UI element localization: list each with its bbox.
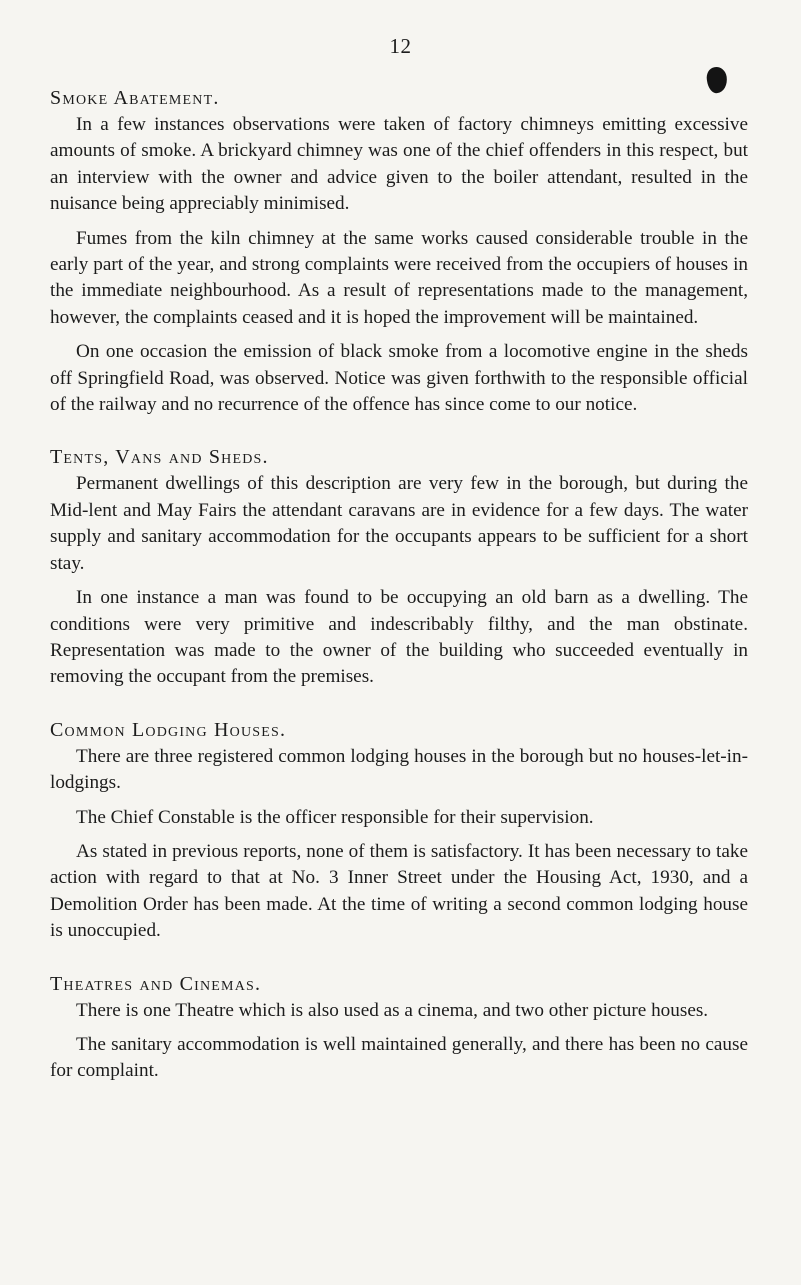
paragraph: There is one Theatre which is also used as a cinema, and two other picture houses. xyxy=(76,999,709,1021)
paragraph: Permanent dwellings of this description are very few in the borough, but during the Mid-lent and May Fairs the attendant caravans are in evidence for a few days. The water supply and sanitary accommodation for the occupants appears to be sufficient for a short stay. xyxy=(50,473,748,574)
page-number: 12 xyxy=(389,34,412,58)
paragraph: As stated in previous reports, none of them is satisfactory. It has been necessary to take action with regard to that at No. 3 Inner Street under the Housing Act, 1930, and a Demolition Order has been made. At the time of writing a second common lodging house is unoccupied. xyxy=(50,840,748,942)
section-tents-vans-sheds xyxy=(50,443,748,690)
paragraph: In one instance a man was found to be occupying an old barn as a dwelling. The conditions were very primitive and indescribably filthy, and the man obstinate. Representation was made to the owner of the building who succeeded eventually in removing the occupant from the premises. xyxy=(50,587,748,688)
paragraph: Fumes from the kiln chimney at the same works caused considerable trouble in the early part of the year, and strong complaints were received from the occupiers of houses in the immediate neighbourhood. As a result of representations made to the management, however, the complaints ceased and it is hoped the improvement will be maintained. xyxy=(50,227,748,328)
paragraph: On one occasion the emission of black smoke from a locomotive engine in the sheds off Springfield Road, was observed. Notice was given forthwith to the responsible official of the railway and no recurrence of the offence has since come to our notice. xyxy=(50,341,748,416)
paragraph: In a few instances observations were taken of factory chimneys emitting excessive amounts of smoke. A brickyard chimney was one of the chief offenders in this respect, but an interview with the owner and advice given to the boiler attendant, resulted in the nuisance being appreciably minimised. xyxy=(50,114,748,215)
paragraph: There are three registered common lodging houses in the borough but no houses-let-in-lodgings. xyxy=(50,745,748,794)
paragraph: The sanitary accommodation is well maintained generally, and there has been no cause for complaint. xyxy=(50,1033,748,1082)
section-smoke-abatement xyxy=(50,84,748,418)
section-theatres-cinemas xyxy=(50,970,748,1085)
section-heading: Smoke Abatement. xyxy=(50,87,220,109)
section-common-lodging-houses xyxy=(50,716,748,945)
section-heading: Theatres and Cinemas. xyxy=(50,972,262,995)
paragraph: The Chief Constable is the officer responsible for their supervision. xyxy=(76,806,594,828)
page-body xyxy=(50,84,748,1110)
section-heading: Tents, Vans and Sheds. xyxy=(50,446,269,469)
section-heading: Common Lodging Houses. xyxy=(50,718,287,741)
